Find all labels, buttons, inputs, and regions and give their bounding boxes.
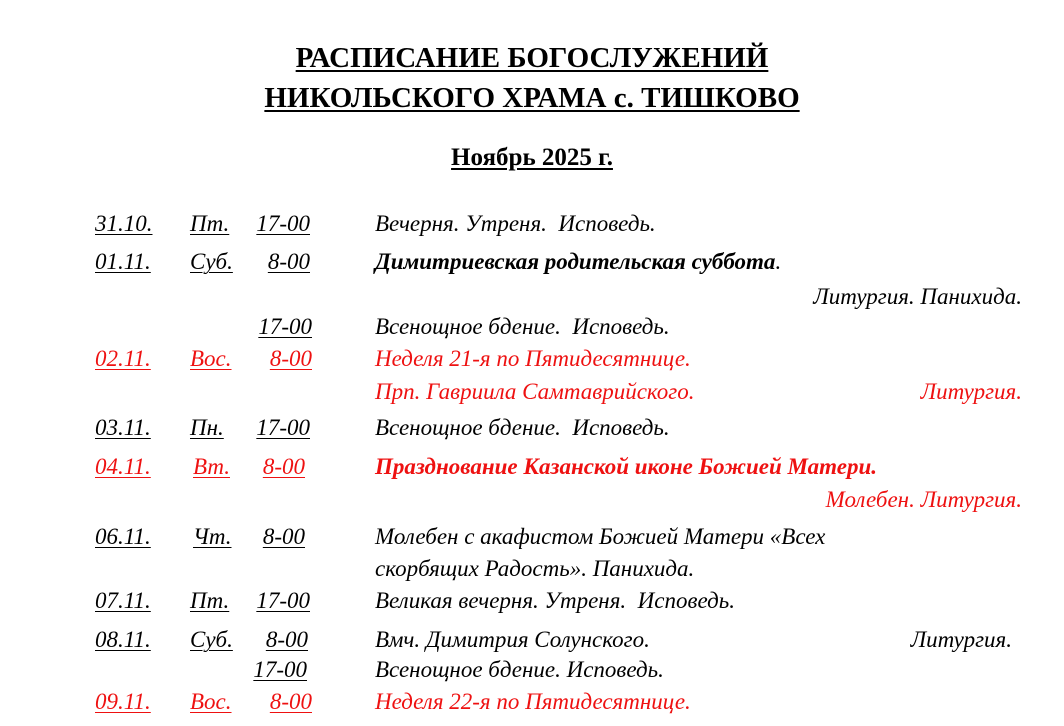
schedule-date: 08.11. (95, 627, 151, 652)
schedule-time: 8-00 (267, 249, 310, 274)
schedule-service: Молебен. Литургия. (825, 487, 1022, 512)
schedule-service: Литургия. Панихида. (813, 284, 1022, 309)
schedule-time: 17-00 (256, 415, 310, 440)
schedule-date: 07.11. (95, 588, 151, 613)
schedule-feast-suffix: . (775, 249, 782, 274)
schedule-date: 02.11. (95, 346, 151, 371)
schedule-service: Всенощное бдение. Исповедь. (375, 314, 670, 339)
schedule-day: Чт. (193, 524, 232, 549)
schedule-day: Пн. (190, 415, 224, 440)
page-title-line-1: РАСПИСАНИЕ БОГОСЛУЖЕНИЙ (295, 42, 769, 74)
schedule-date: 31.10. (95, 211, 153, 236)
schedule-date: 06.11. (95, 524, 151, 549)
schedule-service-continued: скорбящих Радость». Панихида. (375, 556, 695, 581)
schedule-day: Пт. (190, 211, 230, 236)
schedule-time: 8-00 (262, 524, 305, 549)
schedule-day: Вт. (193, 454, 230, 479)
schedule-feast-line (375, 248, 781, 276)
schedule-feast-saint: Прп. Гавриила Самтаврийского. (375, 379, 695, 404)
schedule-day: Пт. (190, 588, 230, 613)
schedule-feast: Празднование Казанской иконе Божией Матери. (375, 454, 877, 479)
schedule-feast: Неделя 21-я по Пятидесятнице. (375, 346, 691, 371)
schedule-time: 8-00 (269, 346, 312, 371)
schedule-day: Вос. (190, 346, 232, 371)
schedule-time: 8-00 (265, 627, 308, 652)
schedule-day: Суб. (190, 249, 233, 274)
schedule-time: 17-00 (253, 657, 307, 682)
schedule-feast: Неделя 22-я по Пятидесятнице. (375, 689, 691, 714)
schedule-time: 8-00 (269, 689, 312, 714)
schedule-service: Вечерня. Утреня. Исповедь. (375, 211, 656, 236)
month-heading: Ноябрь 2025 г. (451, 144, 613, 171)
schedule-service: Всенощное бдение. Исповедь. (375, 657, 664, 682)
schedule-day: Суб. (190, 627, 233, 652)
schedule-service: Всенощное бдение. Исповедь. (375, 415, 670, 440)
schedule-time: 8-00 (262, 454, 305, 479)
schedule-date: 09.11. (95, 689, 151, 714)
schedule-date: 03.11. (95, 415, 151, 440)
schedule-service: Литургия. (910, 627, 1012, 652)
schedule-date: 01.11. (95, 249, 151, 274)
schedule-service: Литургия. (920, 379, 1022, 404)
schedule-day: Вос. (190, 689, 232, 714)
schedule-time: 17-00 (258, 314, 312, 339)
schedule-feast: Димитриевская родительская суббота (375, 249, 776, 274)
page-title-line-2: НИКОЛЬСКОГО ХРАМА с. ТИШКОВО (264, 82, 800, 114)
schedule-service: Молебен с акафистом Божией Матери «Всех (375, 524, 826, 549)
schedule-service: Великая вечерня. Утреня. Исповедь. (375, 588, 735, 613)
schedule-date: 04.11. (95, 454, 151, 479)
schedule-time: 17-00 (256, 211, 310, 236)
schedule-time: 17-00 (256, 588, 310, 613)
schedule-feast: Вмч. Димитрия Солунского. (375, 627, 650, 652)
